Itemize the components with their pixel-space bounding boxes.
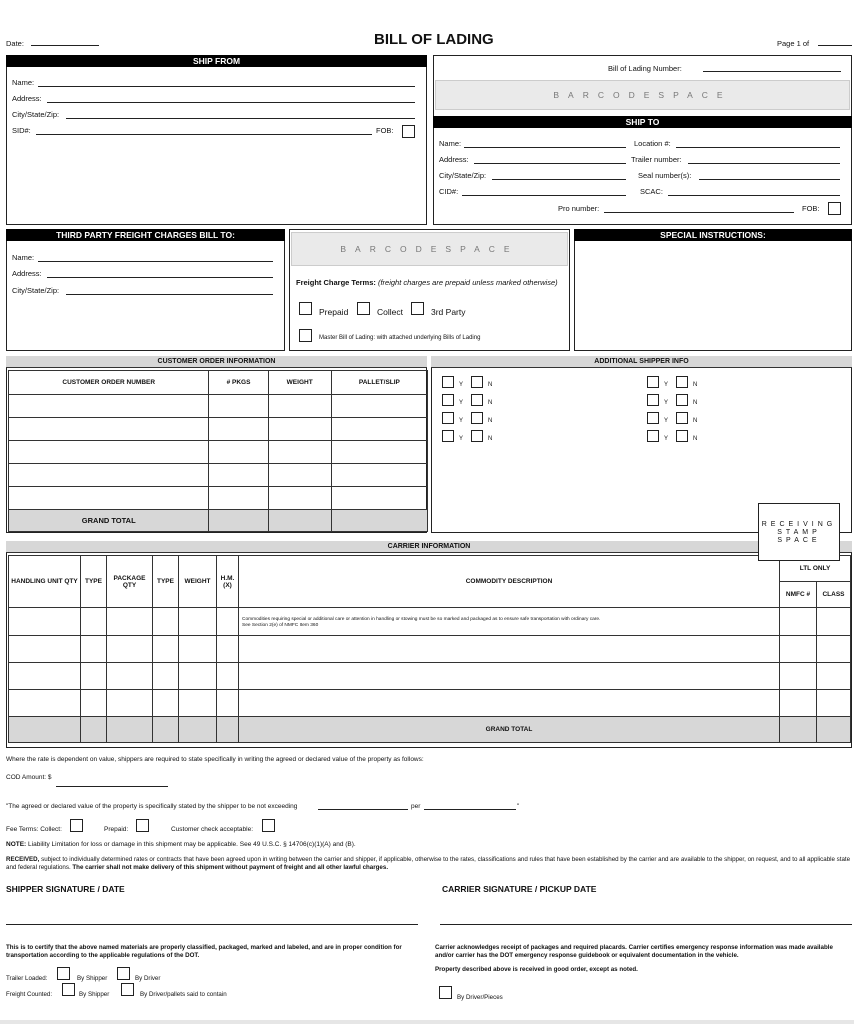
col-pkgs: # PKGS <box>209 371 268 395</box>
carrier-signature-field[interactable] <box>440 924 852 925</box>
ship-from-address-field[interactable] <box>47 102 415 103</box>
commodity-note-2: See Section 2(e) of NMFC Item 360 <box>242 622 319 628</box>
by-driver-pieces-checkbox[interactable] <box>439 986 452 999</box>
ship-to-name-label: Name: <box>439 139 462 148</box>
yes-checkbox[interactable] <box>442 394 454 406</box>
carrier-info-table <box>8 555 851 743</box>
freight-by-driver-pallets-checkbox[interactable] <box>121 983 134 996</box>
ship-to-location-field[interactable] <box>676 147 840 148</box>
yes-label: Y <box>664 436 669 442</box>
yes-checkbox[interactable] <box>647 412 659 424</box>
col-commodity-description: COMMODITY DESCRIPTION <box>239 556 780 608</box>
yes-label: Y <box>664 418 669 424</box>
col-customer-order-number: CUSTOMER ORDER NUMBER <box>9 371 209 395</box>
third-party-address-field[interactable] <box>47 277 273 278</box>
ship-to-scac-field[interactable] <box>668 195 840 196</box>
fee-collect-checkbox[interactable] <box>70 819 83 832</box>
ship-to-city-label: City/State/Zip: <box>439 171 487 180</box>
ship-from-fob-label: FOB: <box>376 126 394 135</box>
special-instructions-box[interactable] <box>574 229 852 351</box>
grand-total-label: GRAND TOTAL <box>9 510 209 532</box>
freight-by-shipper-label: By Shipper <box>79 991 110 998</box>
carrier-grand-total-label: GRAND TOTAL <box>239 717 780 743</box>
ship-to-pro-label: Pro number: <box>558 204 600 213</box>
table-row[interactable] <box>9 487 428 510</box>
ship-to-trailer-field[interactable] <box>688 163 840 164</box>
bol-number-label: Bill of Lading Number: <box>608 64 682 73</box>
ship-to-cid-field[interactable] <box>462 195 626 196</box>
receiving-stamp-box: RECEIVING STAMP SPACE <box>758 503 840 561</box>
date-label: Date: <box>6 39 24 48</box>
table-row[interactable] <box>9 418 428 441</box>
ship-from-sid-label: SID#: <box>12 126 31 135</box>
ship-from-header: SHIP FROM <box>6 55 427 67</box>
quote-end: " <box>517 803 520 810</box>
no-label: N <box>693 436 698 442</box>
note-text: Liability Limitation for loss or damage in this shipment may be applicable. See 49 U.S.C. § 14706(c)(1)(A) and (B). <box>28 841 356 848</box>
carrier-signature-label: CARRIER SIGNATURE / PICKUP DATE <box>442 884 597 894</box>
freight-by-driver-pallets-label: By Driver/pallets said to contain <box>140 991 227 998</box>
declared-value-statement: "The agreed or declared value of the property is specifically stated by the shipper to be not exceeding <box>6 803 298 810</box>
third-party-name-label: Name: <box>12 253 35 262</box>
yes-label: Y <box>664 382 669 388</box>
prepaid-label: Prepaid <box>319 307 349 317</box>
master-bol-label: Master Bill of Lading: with attached underlying Bills of Lading <box>319 335 481 341</box>
collect-label: Collect <box>377 307 403 317</box>
col-package-qty: PACKAGE QTY <box>107 556 153 608</box>
carrier-certification: Carrier acknowledges receipt of packages and required placards. Carrier certifies emergency response information was made available and/or carrier has the DOT emergency response guidebook or equivalent documentation in the vehicle. <box>435 944 833 959</box>
ship-to-cid-label: CID#: <box>439 187 459 196</box>
col-pallet-slip: PALLET/SLIP <box>331 371 427 395</box>
carrier-grand-total-row <box>9 717 851 743</box>
third-party-label: 3rd Party <box>431 307 466 317</box>
col-type: TYPE <box>81 556 107 608</box>
ship-from-city-label: City/State/Zip: <box>12 110 60 119</box>
prepaid-checkbox[interactable] <box>299 302 312 315</box>
page-title: BILL OF LADING <box>374 31 494 48</box>
customer-check-label: Customer check acceptable: <box>171 826 254 833</box>
no-label: N <box>488 418 493 424</box>
freight-by-shipper-checkbox[interactable] <box>62 983 75 996</box>
yes-checkbox[interactable] <box>442 412 454 424</box>
ship-from-box <box>6 55 427 225</box>
yes-checkbox[interactable] <box>442 376 454 388</box>
third-party-name-field[interactable] <box>38 261 273 262</box>
fee-prepaid-checkbox[interactable] <box>136 819 149 832</box>
ship-to-scac-label: SCAC: <box>640 187 663 196</box>
no-checkbox[interactable] <box>471 394 483 406</box>
yes-checkbox[interactable] <box>647 430 659 442</box>
cod-field[interactable] <box>56 786 168 787</box>
no-checkbox[interactable] <box>471 412 483 424</box>
declared-value-field[interactable] <box>318 809 408 810</box>
property-statement: Property described above is received in good order, except as noted. <box>435 966 638 973</box>
third-party-city-field[interactable] <box>66 294 273 295</box>
bol-number-field[interactable] <box>703 71 841 72</box>
ship-to-location-label: Location #: <box>634 139 671 148</box>
ship-from-address-label: Address: <box>12 94 42 103</box>
third-party-city-label: City/State/Zip: <box>12 286 60 295</box>
received-label: RECEIVED, <box>6 856 40 863</box>
note-line <box>6 841 356 848</box>
received-statement <box>6 856 852 872</box>
received-text: subject to individually determined rates or contracts that have been agreed upon in writing between the carrier and shipper, if applicable, otherwise to the rates, classifications and rules that have been established by the carrier and are available to the shipper, on request, and to all applicable state and federal regulations. <box>6 856 851 871</box>
table-row[interactable] <box>9 395 428 418</box>
cod-label: COD Amount: $ <box>6 774 52 781</box>
ship-to-seal-field[interactable] <box>699 179 840 180</box>
freight-barcode: BARCODESPACE <box>291 232 568 266</box>
ship-to-city-field[interactable] <box>492 179 626 180</box>
yes-checkbox[interactable] <box>647 376 659 388</box>
ship-from-name-field[interactable] <box>38 86 415 87</box>
customer-order-header: CUSTOMER ORDER INFORMATION <box>6 356 427 368</box>
table-row[interactable] <box>9 464 428 487</box>
no-checkbox[interactable] <box>676 412 688 424</box>
ship-to-fob-label: FOB: <box>802 204 820 213</box>
yes-label: Y <box>459 382 464 388</box>
commodity-note-cell[interactable] <box>239 608 780 636</box>
page-label: Page 1 of <box>777 39 810 48</box>
third-party-address-label: Address: <box>12 269 42 278</box>
carrier-info-header: CARRIER INFORMATION <box>6 541 852 553</box>
table-row[interactable] <box>9 690 851 717</box>
page-total-field[interactable] <box>818 45 852 46</box>
col-weight: WEIGHT <box>268 371 331 395</box>
rate-statement: Where the rate is dependent on value, shippers are required to state specifically in writing the agreed or declared value of the property as follows: <box>6 756 424 763</box>
no-checkbox[interactable] <box>676 376 688 388</box>
per-label: per <box>411 803 421 810</box>
received-bold: The carrier shall not make delivery of this shipment without payment of freight and all other lawful charges. <box>72 864 389 871</box>
col-nmfc: NMFC # <box>780 582 817 608</box>
trailer-by-shipper-label: By Shipper <box>77 975 108 982</box>
trailer-by-driver-label: By Driver <box>135 975 161 982</box>
special-instructions-header: SPECIAL INSTRUCTIONS: <box>574 229 852 241</box>
ship-from-sid-field[interactable] <box>36 134 372 135</box>
ship-to-seal-label: Seal number(s): <box>638 171 692 180</box>
ship-to-fob-checkbox[interactable] <box>828 202 841 215</box>
no-checkbox[interactable] <box>676 430 688 442</box>
col-handling-unit-qty: HANDLING UNIT QTY <box>9 556 81 608</box>
no-label: N <box>488 382 493 388</box>
freight-terms-text <box>296 278 566 287</box>
master-bol-checkbox[interactable] <box>299 329 312 342</box>
customer-check-checkbox[interactable] <box>262 819 275 832</box>
yes-label: Y <box>459 418 464 424</box>
ship-to-pro-field[interactable] <box>604 212 794 213</box>
no-label: N <box>488 400 493 406</box>
footer-bar <box>0 1020 854 1024</box>
additional-shipper-header: ADDITIONAL SHIPPER INFO <box>431 356 852 368</box>
table-row[interactable] <box>9 636 851 663</box>
yes-checkbox[interactable] <box>647 394 659 406</box>
col-weight: WEIGHT <box>179 556 217 608</box>
grand-total-row <box>9 510 428 532</box>
collect-checkbox[interactable] <box>357 302 370 315</box>
table-row[interactable] <box>9 608 851 636</box>
col-hm: H.M. (X) <box>217 556 239 608</box>
by-driver-pieces-label: By Driver/Pieces <box>457 994 503 1001</box>
freight-terms-note: (freight charges are prepaid unless marked otherwise) <box>377 278 558 287</box>
yes-checkbox[interactable] <box>442 430 454 442</box>
no-checkbox[interactable] <box>471 430 483 442</box>
date-field[interactable] <box>31 45 99 46</box>
no-checkbox[interactable] <box>676 394 688 406</box>
yes-label: Y <box>459 400 464 406</box>
commodity-note: Commodities requiring special or additional care or attention in handling or stowing must be so marked and packaged as to ensure safe transportation with ordinary care. <box>242 617 601 622</box>
col-type-2: TYPE <box>153 556 179 608</box>
no-label: N <box>693 382 698 388</box>
third-party-header: THIRD PARTY FREIGHT CHARGES BILL TO: <box>6 229 285 241</box>
freight-counted-label: Freight Counted: <box>6 991 53 998</box>
fee-prepaid-label: Prepaid: <box>104 826 129 833</box>
yes-label: Y <box>664 400 669 406</box>
ship-to-trailer-label: Trailer number: <box>631 155 682 164</box>
ship-to-address-field[interactable] <box>474 163 626 164</box>
table-row[interactable] <box>9 663 851 690</box>
ship-from-city-field[interactable] <box>66 118 415 119</box>
note-label: NOTE: <box>6 841 27 848</box>
col-class: CLASS <box>817 582 851 608</box>
third-party-checkbox[interactable] <box>411 302 424 315</box>
shipper-signature-label: SHIPPER SIGNATURE / DATE <box>6 884 125 894</box>
trailer-by-shipper-checkbox[interactable] <box>57 967 70 980</box>
ship-to-address-label: Address: <box>439 155 469 164</box>
no-checkbox[interactable] <box>471 376 483 388</box>
ship-to-header: SHIP TO <box>433 116 852 128</box>
yes-label: Y <box>459 436 464 442</box>
col-ltl-only: LTL ONLY <box>780 556 851 582</box>
fee-terms-collect-label: Fee Terms: Collect: <box>6 826 62 833</box>
customer-order-table <box>8 370 428 532</box>
no-label: N <box>488 436 493 442</box>
table-row[interactable] <box>9 441 428 464</box>
ship-from-name-label: Name: <box>12 78 35 87</box>
shipper-signature-field[interactable] <box>6 924 418 925</box>
trailer-loaded-label: Trailer Loaded: <box>6 975 48 982</box>
freight-terms-label: Freight Charge Terms: <box>296 278 376 287</box>
no-label: N <box>693 400 698 406</box>
trailer-by-driver-checkbox[interactable] <box>117 967 130 980</box>
ship-from-fob-checkbox[interactable] <box>402 125 415 138</box>
per-field[interactable] <box>424 809 516 810</box>
bol-barcode: BARCODESPACE <box>435 80 850 110</box>
ship-to-name-field[interactable] <box>464 147 626 148</box>
no-label: N <box>693 418 698 424</box>
shipper-certification: This is to certify that the above named materials are properly classified, packaged, marked and labeled, and are in proper condition for transportation according to the applicable regulations of the DOT. <box>6 944 402 959</box>
